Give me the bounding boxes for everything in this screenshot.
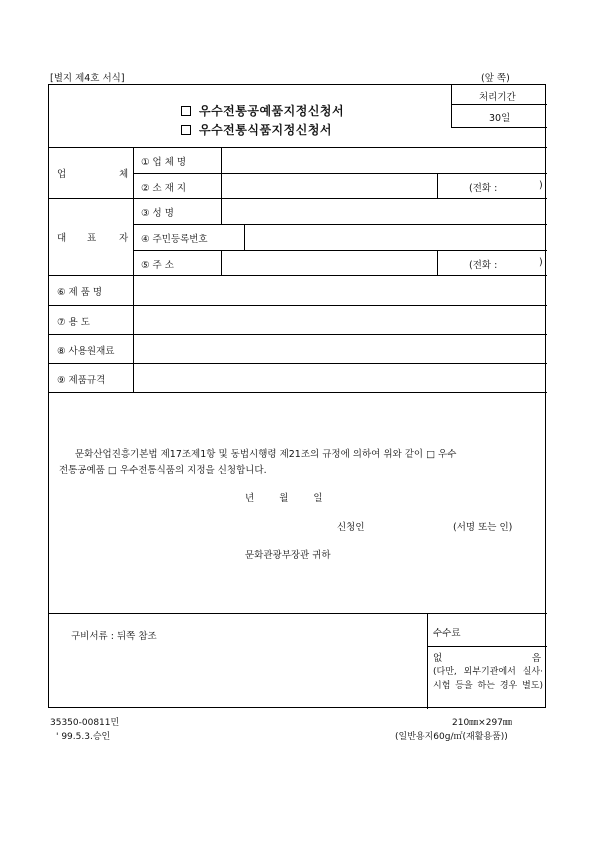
spec-label: ⑨ 제품규격 <box>57 375 106 386</box>
rep-address-field[interactable] <box>223 252 435 274</box>
rep-phone-label: (전화 : <box>469 260 498 271</box>
paper-type: (일반용지60g/㎡(재활용품)) <box>395 732 508 742</box>
material-label: ⑧ 사용원재료 <box>57 346 115 357</box>
product-use-field[interactable] <box>135 308 543 330</box>
spec-field[interactable] <box>135 366 543 388</box>
material-field[interactable] <box>135 337 543 359</box>
company-address-label: ② 소 재 지 <box>141 183 187 194</box>
processing-label: 처리기간 <box>479 92 516 103</box>
form-code: 35350-00811민 <box>50 718 120 728</box>
rep-phone-field[interactable] <box>504 252 536 274</box>
company-name-label: ① 업 체 명 <box>141 157 187 168</box>
checkbox-foods[interactable] <box>181 125 191 135</box>
paper-size: 210㎜×297㎜ <box>452 718 512 728</box>
fee-none: 없 음 <box>433 653 541 664</box>
rep-name-field[interactable] <box>223 200 543 222</box>
form-number: [별지 제4호 서식] <box>50 73 125 84</box>
application-form <box>48 84 546 708</box>
declaration-line-1: 문화산업진흥기본법 제17조제1항 및 동법시행령 제21조의 규정에 의하여 위와 같이 □ 우수 <box>75 449 457 460</box>
approval-date: ' 99.5.3.승인 <box>56 732 111 742</box>
product-use-label: ⑦ 용 도 <box>57 317 90 328</box>
date-line: 년 월 일 <box>245 493 323 504</box>
addressee: 문화관광부장관 귀하 <box>245 550 331 561</box>
company-phone-close: ) <box>539 180 543 191</box>
fee-note: (다만, 외부기관에서 실사·시험 등을 하는 경우 별도) <box>433 667 543 691</box>
title-line-1[interactable]: 우수전통공예품지정신청서 <box>181 102 344 119</box>
checkbox-crafts[interactable] <box>181 106 191 116</box>
company-label-1: 업 <box>57 169 67 180</box>
rep-label-2: 표 <box>87 233 97 244</box>
applicant-field[interactable] <box>374 515 444 533</box>
product-name-label: ⑥ 제 품 명 <box>57 287 103 298</box>
product-name-field[interactable] <box>135 278 543 300</box>
required-documents: 구비서류 : 뒤쪽 참조 <box>71 631 157 642</box>
signature-label: (서명 또는 인) <box>453 522 513 533</box>
company-phone-field[interactable] <box>504 175 536 197</box>
declaration-line-2: 전통공예품 □ 우수전통식품의 지정을 신청합니다. <box>59 465 267 476</box>
rep-phone-close: ) <box>539 257 543 268</box>
rep-id-field[interactable] <box>246 226 543 248</box>
rep-label-3: 자 <box>119 233 129 244</box>
company-address-field[interactable] <box>223 175 435 197</box>
company-name-field[interactable] <box>223 149 543 171</box>
rep-label-1: 대 <box>57 233 67 244</box>
applicant-label: 신청인 <box>337 522 365 533</box>
company-phone-label: (전화 : <box>469 183 498 194</box>
rep-address-label: ⑤ 주 소 <box>141 260 174 271</box>
company-label-2: 체 <box>119 169 129 180</box>
page-side-label: (앞 쪽) <box>481 73 510 84</box>
title-line-2[interactable]: 우수전통식품지정신청서 <box>181 121 332 138</box>
rep-id-label: ④ 주민등록번호 <box>141 234 208 245</box>
processing-value: 30일 <box>489 113 511 124</box>
fee-label: 수수료 <box>433 628 461 639</box>
rep-name-label: ③ 성 명 <box>141 208 174 219</box>
